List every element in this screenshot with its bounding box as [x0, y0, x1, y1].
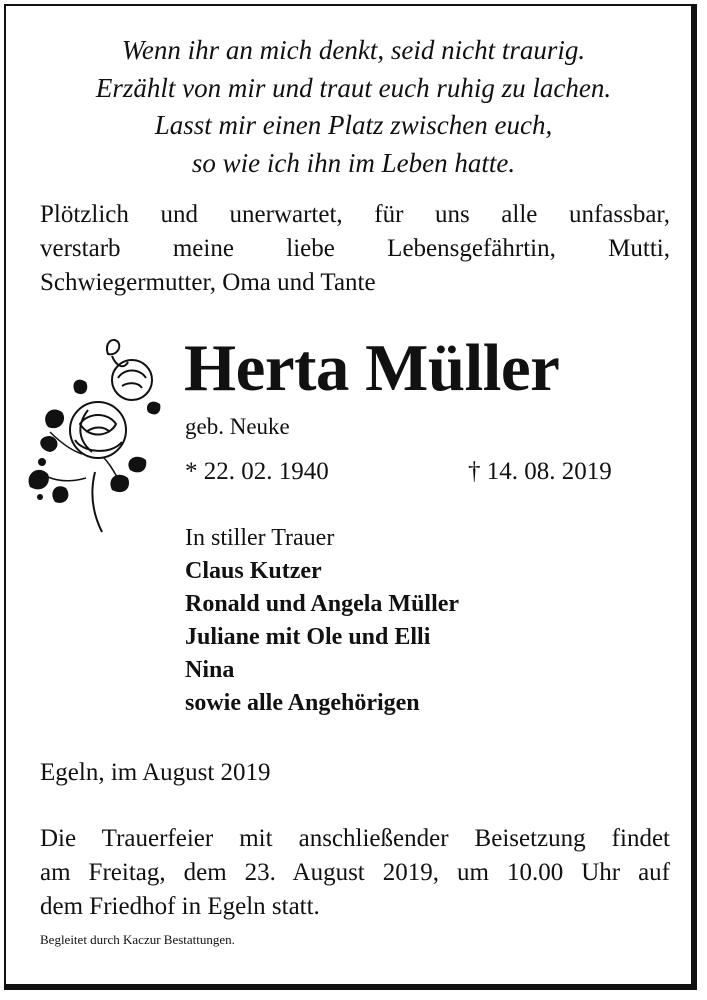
mourner-name: Juliane mit Ole und Elli [185, 624, 431, 650]
mourner-name: Claus Kutzer [185, 558, 322, 584]
death-date: † 14. 08. 2019 [468, 458, 612, 485]
mourners-heading: In stiller Trauer [185, 525, 335, 551]
deceased-name: Herta Müller [184, 331, 560, 405]
maiden-name: geb. Neuke [185, 414, 290, 439]
funeral-info [40, 822, 670, 924]
mourner-name: Ronald und Angela Müller [185, 591, 460, 617]
mourner-name: sowie alle Angehörigen [185, 690, 420, 716]
poem-line: Erzählt von mir und traut euch ruhig zu lachen. [95, 72, 612, 103]
intro-line: verstarb meine liebe Lebensgefährtin, Mutti, [40, 235, 670, 262]
funeral-line: am Freitag, dem 23. August 2019, um 10.00 Uhr auf [40, 859, 670, 886]
poem-line: Wenn ihr an mich denkt, seid nicht traurig. [121, 35, 586, 65]
rose-icon [20, 332, 170, 537]
intro-text [40, 198, 670, 300]
poem [0, 32, 707, 182]
funeral-line: dem Friedhof in Egeln statt. [40, 893, 320, 920]
mourner-name: Nina [185, 657, 235, 683]
footer-note: Begleitet durch Kaczur Bestattungen. [40, 932, 235, 947]
birth-date: * 22. 02. 1940 [185, 458, 329, 485]
poem-line: Lasst mir einen Platz zwischen euch, [154, 110, 553, 140]
intro-line: Plötzlich und unerwartet, für uns alle unfassbar, [40, 201, 670, 228]
mourners-block [185, 522, 459, 720]
funeral-line: Die Trauerfeier mit anschließender Beisetzung findet [40, 825, 670, 852]
place-date: Egeln, im August 2019 [40, 759, 271, 786]
intro-line: Schwiegermutter, Oma und Tante [40, 269, 376, 296]
poem-line: so wie ich ihn im Leben hatte. [191, 147, 516, 178]
